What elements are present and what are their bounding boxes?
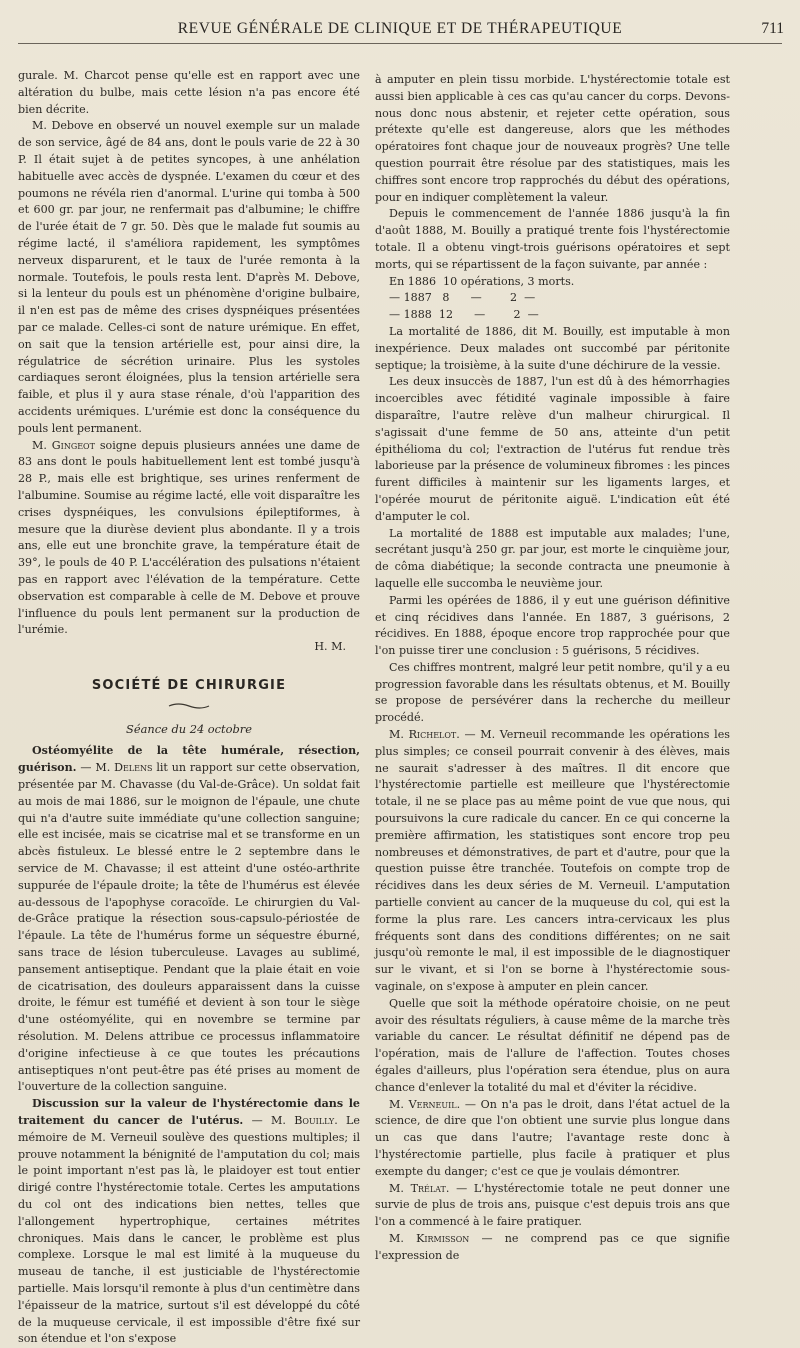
flourish-icon <box>167 702 211 710</box>
journal-title: REVUE GÉNÉRALE DE CLINIQUE ET DE THÉRAPEUTIQUE <box>177 20 623 37</box>
paragraph <box>18 438 360 640</box>
author-name: Verneuil <box>408 1097 457 1111</box>
paragraph: M. Debove en observé un nouvel exemple sur un malade de son service, âgé de 84 ans, dont le pouls varie de 22 à 30 P. Il était sujet à de petites syncopes, à une anhélation habituelle avec accès de dyspnée. L'examen du cœur et des poumons ne révéla rien d'anormal. L'urine qui tomba à 500 et 600 gr. par jour, ne renfermait pas d'albumine; le chiffre de l'urée était de 7 gr. 50. Dès que le malade fut soumis au régime lacté, il s'améliora rapidement, les symptômes nerveux disparurent, et le taux de l'urée remonta à la normale. Toutefois, le pouls resta lent. D'après M. Debove, si la lenteur du pouls est un phénomène d'origine bulbaire, il n'en est pas de même des crises dyspnéiques présentées par ce malade. Celles-ci sont de nature urémique. En effet, on sait que la tension artérielle est, pour ainsi dire, la régulatrice de sécrétion urinaire. Plus les systoles cardiaques seront éloignées, plus la tension artérielle sera faible, et plus il y aura stase rénale, d'où l'apparition des accidents urémiques. L'urémie est donc la conséquence du pouls lent permanent. <box>18 119 360 435</box>
paragraph-heading: Ostéomyélite de la tête humérale, résection, guérison. <box>18 744 360 775</box>
header-rule <box>18 43 782 44</box>
paragraph: M. Trélat. — L'hystérectomie totale ne peut donner une survie de plus de trois ans, puisque c'est depuis trois ans que l'on a commencé à le faire pratiquer. <box>375 1181 730 1229</box>
paragraph-text: . — On n'a pas le droit, dans l'état actuel de la science, de dire que l'on obtient une survie plus longue dans un cas que dans l'autre; l'avantage reste donc à l'hystérectomie partielle, plus facile à pratiquer et plus exempte du danger; c'est ce que je voulais démontrer. <box>375 1097 730 1178</box>
paragraph-text: soigne depuis plusieurs années une dame de 83 ans dont le pouls habituellement lent est tombé jusqu'à 28 P., mais elle est brightique, ses urines renferment de l'albumine. Soumise au régime lacté, elle voit disparaître les crises dyspnéiques, les convulsions épileptiformes, à mesure que la diurèse devient plus abondante. Il y a trois ans, elle eut une bronchite grave, la température était de 39°, le pouls de 40 P. L'accélération des pulsations n'étaient pas en rapport avec l'élévation de la température. Cette observation est comparable à celle de M. Debove et prouve l'influence du pouls lent permanent sur la production de l'urémie. <box>18 438 360 637</box>
paragraph-text: . — L'hystérectomie totale ne peut donner une survie de plus de trois ans, puisque c'est depuis trois ans que l'on a commencé à le faire pratiquer. <box>375 1181 730 1229</box>
paragraph: Ces chiffres montrent, malgré leur petit nombre, qu'il y a eu progression favorable dans les résultats obtenus, et M. Bouilly se propose de persévérer dans la recherche du meilleur procédé. <box>375 660 730 725</box>
paragraph: Discussion sur la valeur de l'hystérectomie dans le traitement du cancer de l'utérus. — M. Bouilly. Le mémoire de M. Verneuil soulève des questions multiples; il prouve notamment la bénignité de l'amputation du col; mais le point important n'est pas là, le plaidoyer est tout entier dirigé contre l'hystérectomie totale. Certes les amputations du col ont des indications bien nettes, telles que l'allongement hypertrophique, certaines métrites chroniques. Mais dans le cancer, le problème est plus complexe. Lorsque le mal est limité à la muqueuse du museau de tanche, il est justiciable de l'hystérectomie partielle. Mais lorsqu'il remonte à plus d'un centimètre dans l'épaisseur de la matrice, surtout s'il est développé du côté de la muqueuse cervicale, il est impossible d'être fixé sur son étendue et l'on s'expose <box>18 1097 360 1346</box>
author-name: M. Gingeot <box>32 438 95 452</box>
running-header <box>0 18 800 42</box>
author-name: Trélat <box>410 1181 446 1195</box>
author-name: Kirmisson <box>416 1231 470 1245</box>
author-name: Bouilly <box>294 1114 335 1128</box>
paragraph: La mortalité de 1888 est imputable aux malades; l'une, secrétant jusqu'à 250 gr. par jour, est morte le cinquième jour, de côma diabétique; la seconde contracta une pneumonie à laquelle elle succomba le neuvième jour. <box>375 526 730 590</box>
left-column <box>18 68 360 1346</box>
session-date: Séance du 24 octobre <box>126 721 252 736</box>
paragraph-heading: Discussion sur la valeur de l'hystérectomie dans le traitement du cancer de l'utérus. <box>18 1097 360 1128</box>
paragraph: M. Verneuil. — On n'a pas le droit, dans l'état actuel de la science, de dire que l'on obtient une survie plus longue dans un cas que dans l'autre; l'avantage reste donc à l'hystérectomie partielle, plus facile à pratiquer et plus exempte du danger; c'est ce que je voulais démontrer. <box>375 1097 730 1178</box>
paragraph: Parmi les opérées de 1886, il y eut une guérison définitive et cinq récidives dans l'année. En 1887, 3 guérisons, 2 récidives. En 1888, époque encore trop rapprochée pour que l'on puisse tirer une conclusion : 5 guérisons, 5 récidives. <box>375 593 730 658</box>
paragraph-text: — ne comprend pas ce que signifie l'expression de <box>375 1231 730 1262</box>
paragraph: Ostéomyélite de la tête humérale, résection, guérison. — M. Delens lit un rapport sur cette observation, présentée par M. Chavasse (du Val-de-Grâce). Un soldat fait au mois de mai 1886, sur le moignon de l'épaule, une chute qui n'a d'autre suite immédiate qu'une collection sanguine; elle est incisée, mais se cicatrise mal et se transforme en un abcès fistuleux. Le blessé entre le 2 septembre dans le service de M. Chavasse; il est atteint d'une ostéo-arthrite suppurée de l'épaule droite; la tête de l'humérus est élevée au-dessous de l'apophyse coracoïde. Le chirurgien du Val-de-Grâce pratique la résection sous-capsulo-périostée de l'épaule. La tête de l'humérus forme un séquestre éburné, sans trace de lésion tuberculeuse. Lavages au sublimé, pansement antiseptique. Pendant que la plaie était en voie de cicatrisation, des douleurs apparaissent dans la cuisse droite, le fémur est tuméfié et devient à son tour le siège d'une ostéomyélite, qui en novembre se termine par résolution. M. Delens attribue ce processus inflammatoire d'origine infectieuse à ce que toutes les précautions antiseptiques n'ont peut-être pas été prises au moment de l'ouverture de la collection sanguine. <box>18 744 360 1094</box>
paragraph-text: . Le mémoire de M. Verneuil soulève des questions multiples; il prouve notamment la bénignité de l'amputation du col; mais le point important n'est pas là, le plaidoyer est tout entier dirigé contre l'hystérectomie totale. Certes les amputations du col ont des indications bien nettes, telles que l'allongement hypertrophique, certaines métrites chroniques. Mais dans le cancer, le problème est plus complexe. Lorsque le mal est limité à la muqueuse du museau de tanche, il est justiciable de l'hystérectomie partielle. Mais lorsqu'il remonte à plus d'un centimètre dans l'épaisseur de la matrice, surtout s'il est développé du côté de la muqueuse cervicale, il est impossible d'être fixé sur son étendue et l'on s'expose <box>18 1114 360 1346</box>
ornament-divider <box>18 699 360 709</box>
paragraph-text: . — M. Verneuil recommande les opérations les plus simples; ce conseil pourrait convenir à des élèves, mais ne saurait s'adresser à des maîtres. Il dit encore que l'hystérectomie partielle est meilleure que l'hystérectomie totale, il ne se place pas au même point de vue que nous, qui poursuivons la cure radicale du cancer. En ce qui concerne la première affirmation, les statistiques sont encore trop peu nombreuses et démonstratives, de part et d'autre, pour que la question puisse être tranchée. Toutefois on compte trop de récidives dans les deux séries de M. Verneuil. L'amputation partielle convient au cancer de la muqueuse du col, qui est la forme la plus rare. Les cancers intra-cervicaux les plus fréquents sont dans des conditions différentes; on ne sait jusqu'où remonte le mal, il est impossible de le diagnostiquer sur le vivant, et si l'on se borne à l'hystérectomie sous-vaginale, on s'expose à amputer en plein cancer. <box>375 728 730 994</box>
section-title: SOCIÉTÉ DE CHIRURGIE <box>91 677 287 693</box>
paragraph: Les deux insuccès de 1887, l'un est dû à des hémorrhagies incoercibles avec fétidité vaginale impossible à faire disparaître, l'autre relève d'un malheur chirurgical. Il s'agissait d'une femme de 50 ans, atteinte d'un petit épithélioma du col; l'extraction de l'utérus fut rendue très laborieuse par la présence de volumineux fibromes : les pinces furent difficiles à maintenir sur les ligaments larges, et l'opérée mourut de péritonite aiguë. L'indication eût été d'amputer le col. <box>375 375 730 523</box>
stats-row: En 1886 10 opérations, 3 morts. <box>389 274 575 288</box>
paragraph: M. Kirmisson — ne comprend pas ce que signifie l'expression de <box>375 1231 730 1262</box>
paragraph: Depuis le commencement de l'année 1886 jusqu'à la fin d'août 1888, M. Bouilly a pratiqué trente fois l'hystérectomie totale. Il a obtenu vingt-trois guérisons opératoires et sept morts, qui se répartissent de la façon suivante, par année : <box>375 207 730 271</box>
stats-row: — 1888 12 — 2 — <box>389 308 539 322</box>
page-number: 711 <box>761 20 784 37</box>
signature: H. M. <box>314 640 346 654</box>
paragraph: Quelle que soit la méthode opératoire choisie, on ne peut avoir des résultats réguliers, à cause même de la marche très variable du cancer. Le résultat définitif ne dépend pas de l'opération, mais de l'allure de l'affection. Toutes choses égales d'ailleurs, plus l'opération sera étendue, plus on aura chance d'enlever la totalité du mal et d'éviter la récidive. <box>375 996 730 1094</box>
paragraph: La mortalité de 1886, dit M. Bouilly, est imputable à mon inexpérience. Deux malades ont succombé par péritonite septique; la troisième, à la suite d'une déchirure de la vessie. <box>375 324 730 372</box>
paragraph: M. Richelot. — M. Verneuil recommande les opérations les plus simples; ce conseil pourrait convenir à des élèves, mais ne saurait s'adresser à des maîtres. Il dit encore que l'hystérectomie partielle est meilleure que l'hystérectomie totale, il ne se place pas au même point de vue que nous, qui poursuivons la cure radicale du cancer. En ce qui concerne la première affirmation, les statistiques sont encore trop peu nombreuses et démonstratives, de part et d'autre, pour que la question puisse être tranchée. Toutefois on compte trop de récidives dans les deux séries de M. Verneuil. L'amputation partielle convient au cancer de la muqueuse du col, qui est la forme la plus rare. Les cancers intra-cervicaux les plus fréquents sont dans des conditions différentes; on ne sait jusqu'où remonte le mal, il est impossible de le diagnostiquer sur le vivant, et si l'on se borne à l'hystérectomie sous-vaginale, on s'expose à amputer en plein cancer. <box>375 728 730 994</box>
paragraph: gurale. M. Charcot pense qu'elle est en rapport avec une altération du bulbe, mais cette lésion n'a pas encore été bien décrite. <box>18 69 360 116</box>
paragraph: à amputer en plein tissu morbide. L'hystérectomie totale est aussi bien applicable à ces cas qu'au cancer du corps. Devons-nous donc nous abstenir, et rejeter cette opération, sous prétexte qu'elle est dangereuse, alors que les méthodes opératoires font chaque jour de nouveaux progrès? Une telle question pourrait être résolue par des statistiques, mais les chiffres sont encore trop rapprochés du début des opérations, pour en indiquer complètement la valeur. <box>375 73 730 204</box>
author-name: Richelot <box>408 728 457 742</box>
paragraph-text: lit un rapport sur cette observation, présentée par M. Chavasse (du Val-de-Grâce). Un soldat fait au mois de mai 1886, sur le moignon de l'épaule, une chute qui n'a d'autre suite immédiate qu'une collection sanguine; elle est incisée, mais se cicatrise mal et se transforme en un abcès fistuleux. Le blessé entre le 2 septembre dans le service de M. Chavasse; il est atteint d'une ostéo-arthrite suppurée de l'épaule droite; la tête de l'humérus est élevée au-dessous de l'apophyse coracoïde. Le chirurgien du Val-de-Grâce pratique la résection sous-capsulo-périostée de l'épaule. La tête de l'humérus forme un séquestre éburné, sans trace de lésion tuberculeuse. Lavages au sublimé, pansement antiseptique. Pendant que la plaie était en voie de cicatrisation, des douleurs apparaissent dans la cuisse droite, le fémur est tuméfié et devient à son tour le siège d'une ostéomyélite, qui en novembre se termine par résolution. M. Delens attribue ce processus inflammatoire d'origine infectieuse à ce que toutes les précautions antiseptiques n'ont peut-être pas été prises au moment de l'ouverture de la collection sanguine. <box>18 761 360 1094</box>
stats-row: — 1887 8 — 2 — <box>389 291 536 305</box>
right-column <box>375 72 730 1262</box>
author-name: Delens <box>114 761 153 775</box>
